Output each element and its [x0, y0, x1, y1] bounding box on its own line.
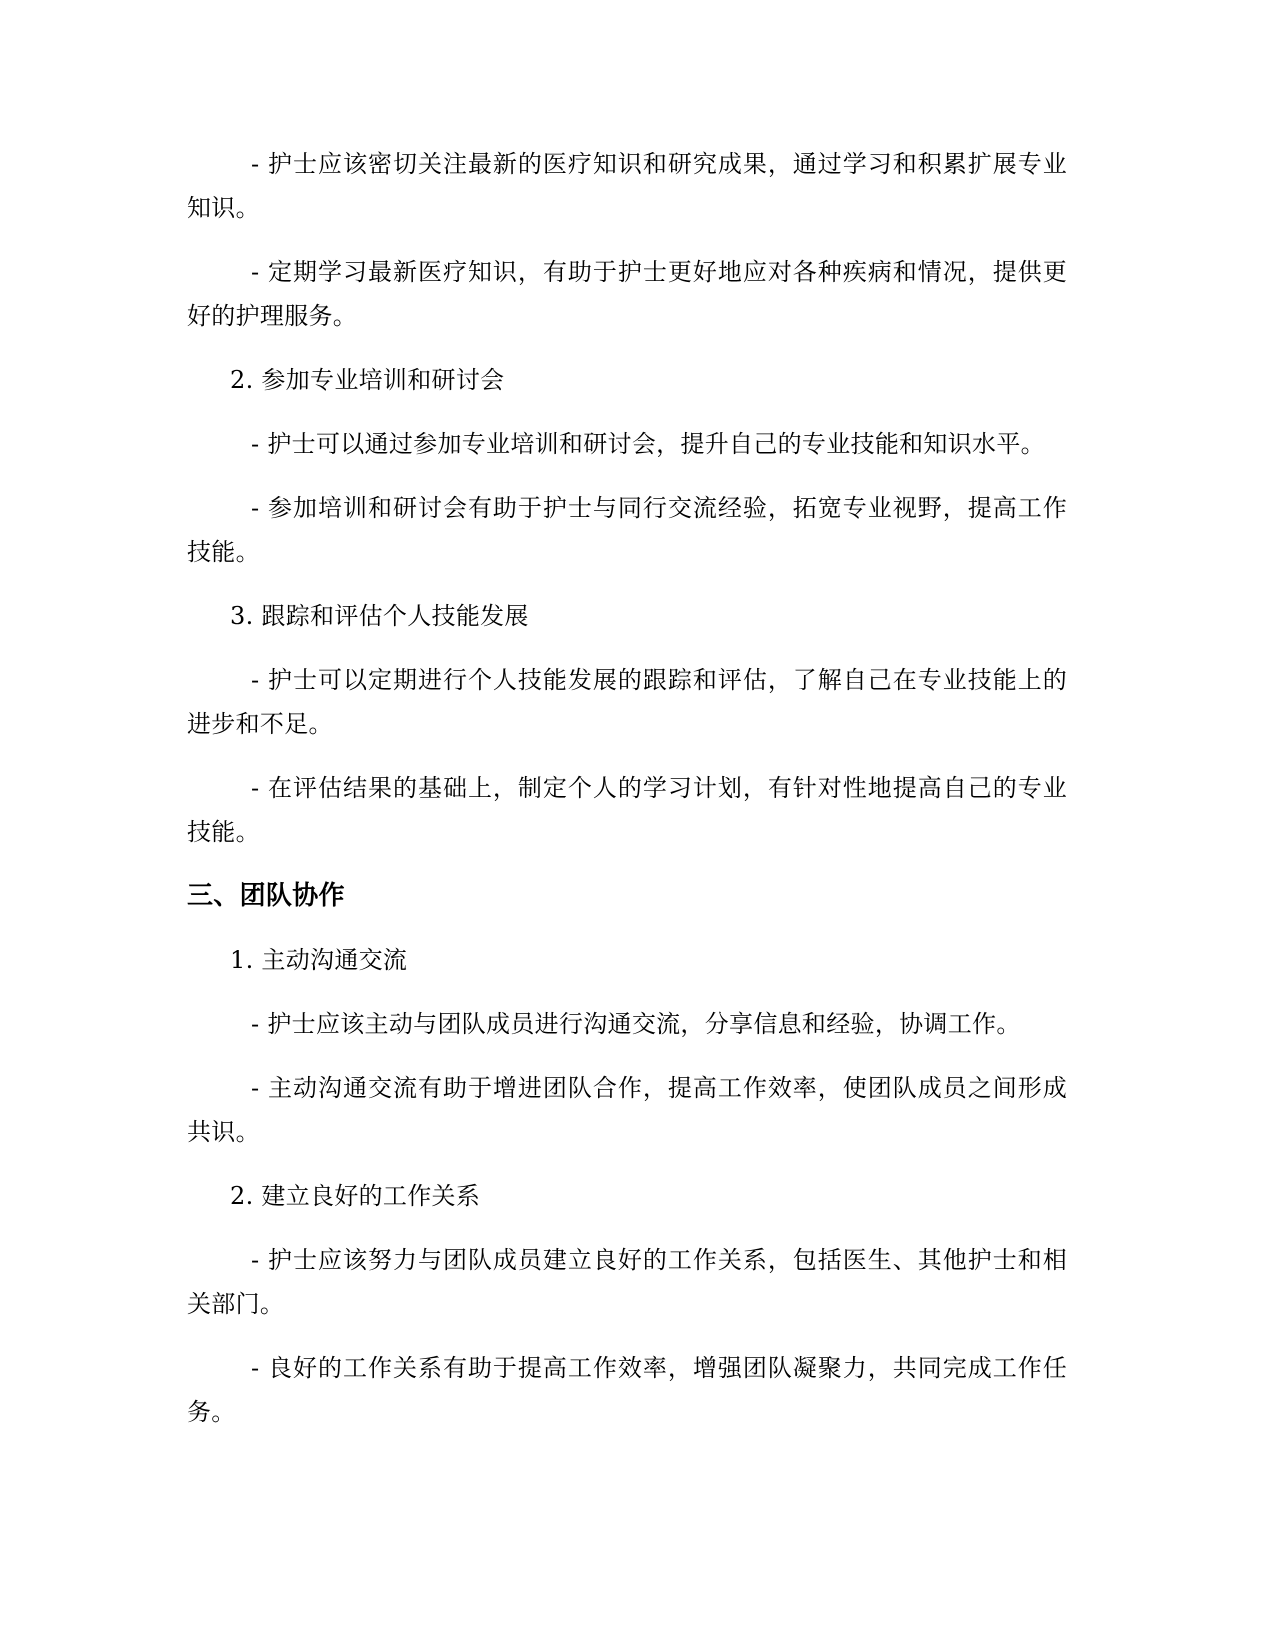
- list-item-heading: 2. 建立良好的工作关系: [230, 1182, 481, 1210]
- paragraph: - 参加培训和研讨会有助于护士与同行交流经验，拓宽专业视野，提高工作技能。: [187, 494, 1067, 566]
- paragraph: - 主动沟通交流有助于增进团队合作，提高工作效率，使团队成员之间形成共识。: [187, 1074, 1067, 1146]
- document-body: [187, 142, 1067, 1454]
- paragraph: - 护士应该努力与团队成员建立良好的工作关系，包括医生、其他护士和相关部门。: [187, 1246, 1067, 1318]
- section-heading: 三、团队协作: [187, 881, 345, 911]
- paragraph: - 护士可以定期进行个人技能发展的跟踪和评估，了解自己在专业技能上的进步和不足。: [187, 666, 1067, 738]
- list-item-heading: 1. 主动沟通交流: [230, 946, 408, 974]
- list-item-heading: 2. 参加专业培训和研讨会: [230, 366, 505, 394]
- paragraph: - 定期学习最新医疗知识，有助于护士更好地应对各种疾病和情况，提供更好的护理服务。: [187, 258, 1067, 330]
- paragraph: - 护士应该密切关注最新的医疗知识和研究成果，通过学习和积累扩展专业知识。: [187, 150, 1067, 222]
- paragraph: - 护士应该主动与团队成员进行沟通交流，分享信息和经验，协调工作。: [251, 1010, 1021, 1038]
- paragraph: - 在评估结果的基础上，制定个人的学习计划，有针对性地提高自己的专业技能。: [187, 774, 1067, 846]
- paragraph: - 良好的工作关系有助于提高工作效率，增强团队凝聚力，共同完成工作任务。: [187, 1354, 1067, 1426]
- list-item-heading: 3. 跟踪和评估个人技能发展: [230, 602, 529, 630]
- paragraph: - 护士可以通过参加专业培训和研讨会，提升自己的专业技能和知识水平。: [251, 430, 1045, 458]
